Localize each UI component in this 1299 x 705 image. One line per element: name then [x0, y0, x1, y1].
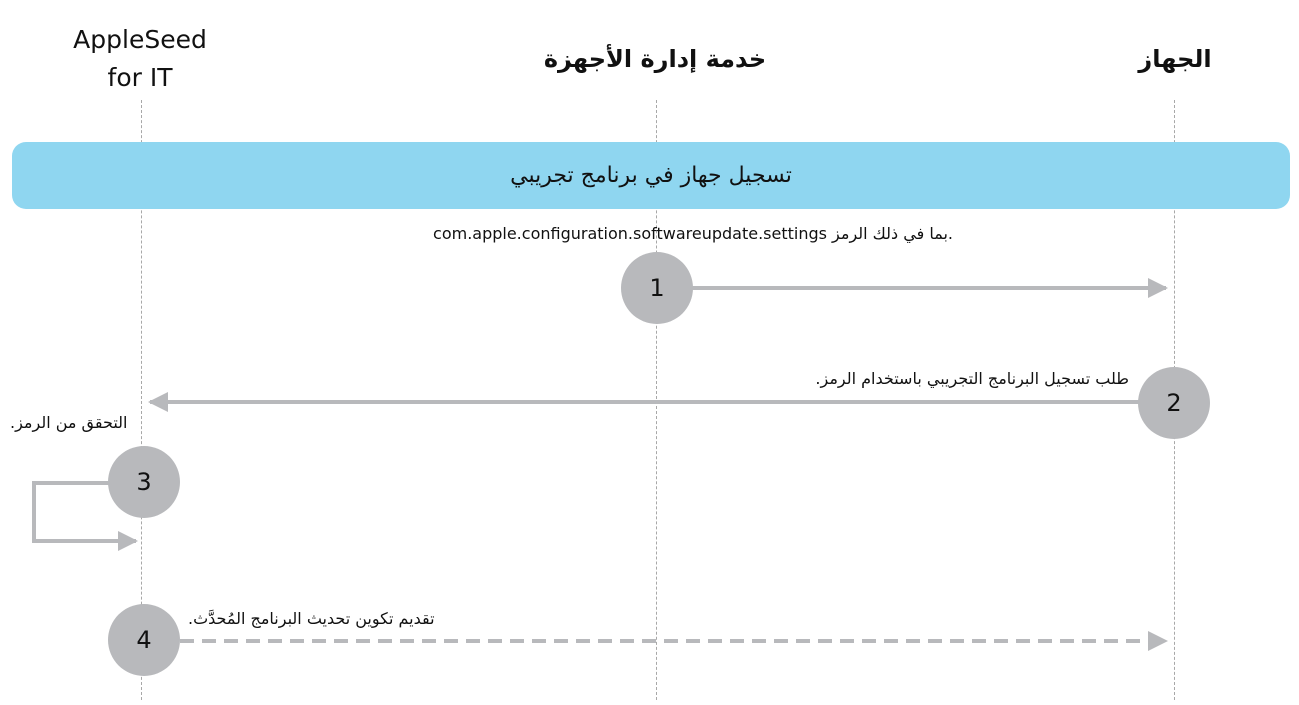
- step-1-badge: [621, 252, 693, 324]
- step-4-badge: [108, 604, 180, 676]
- step-4-number: 4: [136, 626, 152, 654]
- step-4-label: تقديم تكوين تحديث البرنامج المُحدَّث.: [188, 609, 435, 628]
- step-3-label: التحقق من الرمز.: [10, 413, 128, 432]
- actor-device: الجهاز: [1138, 45, 1212, 73]
- step-2-badge: [1138, 367, 1210, 439]
- step-2-number: 2: [1166, 389, 1182, 417]
- actor-device-management-service: خدمة إدارة الأجهزة: [543, 45, 767, 73]
- step-1-label: com.apple.configuration.softwareupdate.settings بما في ذلك الرمز.: [433, 224, 953, 243]
- step-2-label: طلب تسجيل البرنامج التجريبي باستخدام الرمز.: [815, 369, 1129, 388]
- actor-left-line2: for IT: [107, 63, 173, 92]
- banner-title: تسجيل جهاز في برنامج تجريبي: [510, 163, 792, 188]
- step-3-badge: [108, 446, 180, 518]
- step-1-number: 1: [649, 274, 665, 302]
- step-3-number: 3: [136, 468, 152, 496]
- actor-left-line1: AppleSeed: [73, 25, 207, 54]
